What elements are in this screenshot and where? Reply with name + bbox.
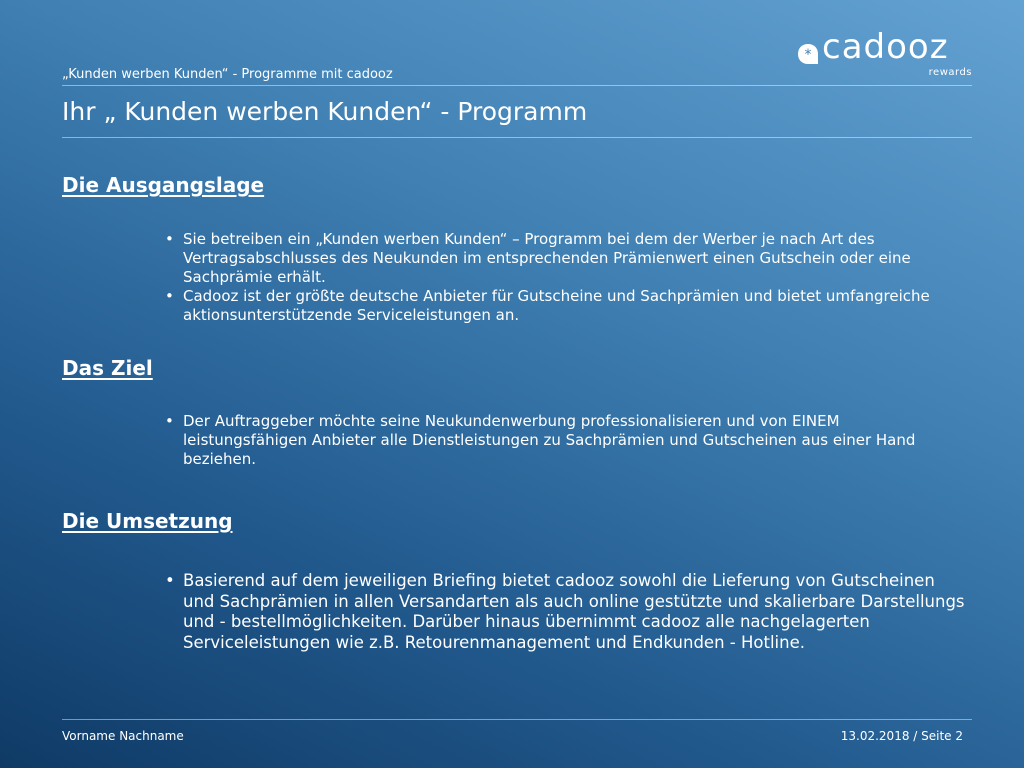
bullet-list-ziel (165, 412, 965, 469)
list-item: • Der Auftraggeber möchte seine Neukundenwerbung professionalisieren und von EINEM leistungsfähigen Anbieter alle Dienstleistungen zu Sachprämien und Gutscheinen aus einer Hand beziehen. (165, 412, 965, 469)
header-divider-top (62, 85, 972, 86)
list-item: • Sie betreiben ein „Kunden werben Kunden“ – Programm bei dem der Werber je nach Art des Vertragsabschlusses des Neukunden im entsprechenden Prämienwert einen Gutschein oder eine Sachprämie erhält. (165, 230, 965, 287)
bullet-list-umsetzung (165, 571, 965, 653)
svg-text:*: * (804, 47, 812, 63)
section-heading-ziel: Das Ziel (62, 356, 153, 380)
breadcrumb: „Kunden werben Kunden“ - Programme mit cadooz (62, 67, 393, 82)
page-title: Ihr „ Kunden werben Kunden“ - Programm (62, 97, 588, 126)
section-heading-umsetzung: Die Umsetzung (62, 509, 233, 533)
bullet-list-ausgangslage (165, 230, 965, 325)
list-item: • Basierend auf dem jeweiligen Briefing bietet cadooz sowohl die Lieferung von Gutscheinen und Sachprämien in allen Versandarten als auch online gestützte und skalierbare Darstellungs und - bestellmöglichkeiten. Darüber hinaus übernimmt cadooz alle nachgelagerten Serviceleistungen wie z.B. Retourenmanagement und Endkunden - Hotline. (165, 571, 965, 653)
logo-wordmark: cadooz (822, 27, 949, 67)
cadooz-logo (796, 27, 976, 80)
footer-divider (62, 719, 972, 720)
footer-date-page: 13.02.2018 / Seite 2 (840, 729, 963, 743)
section-heading-ausgangslage: Die Ausgangslage (62, 173, 265, 197)
cadooz-bubble-icon (796, 42, 820, 66)
logo-subtitle: rewards (928, 67, 972, 78)
footer-author: Vorname Nachname (62, 729, 184, 743)
header-divider-bottom (62, 137, 972, 138)
list-item: • Cadooz ist der größte deutsche Anbieter für Gutscheine und Sachprämien und bietet umfangreiche aktionsunterstützende Serviceleistungen an. (165, 287, 965, 325)
